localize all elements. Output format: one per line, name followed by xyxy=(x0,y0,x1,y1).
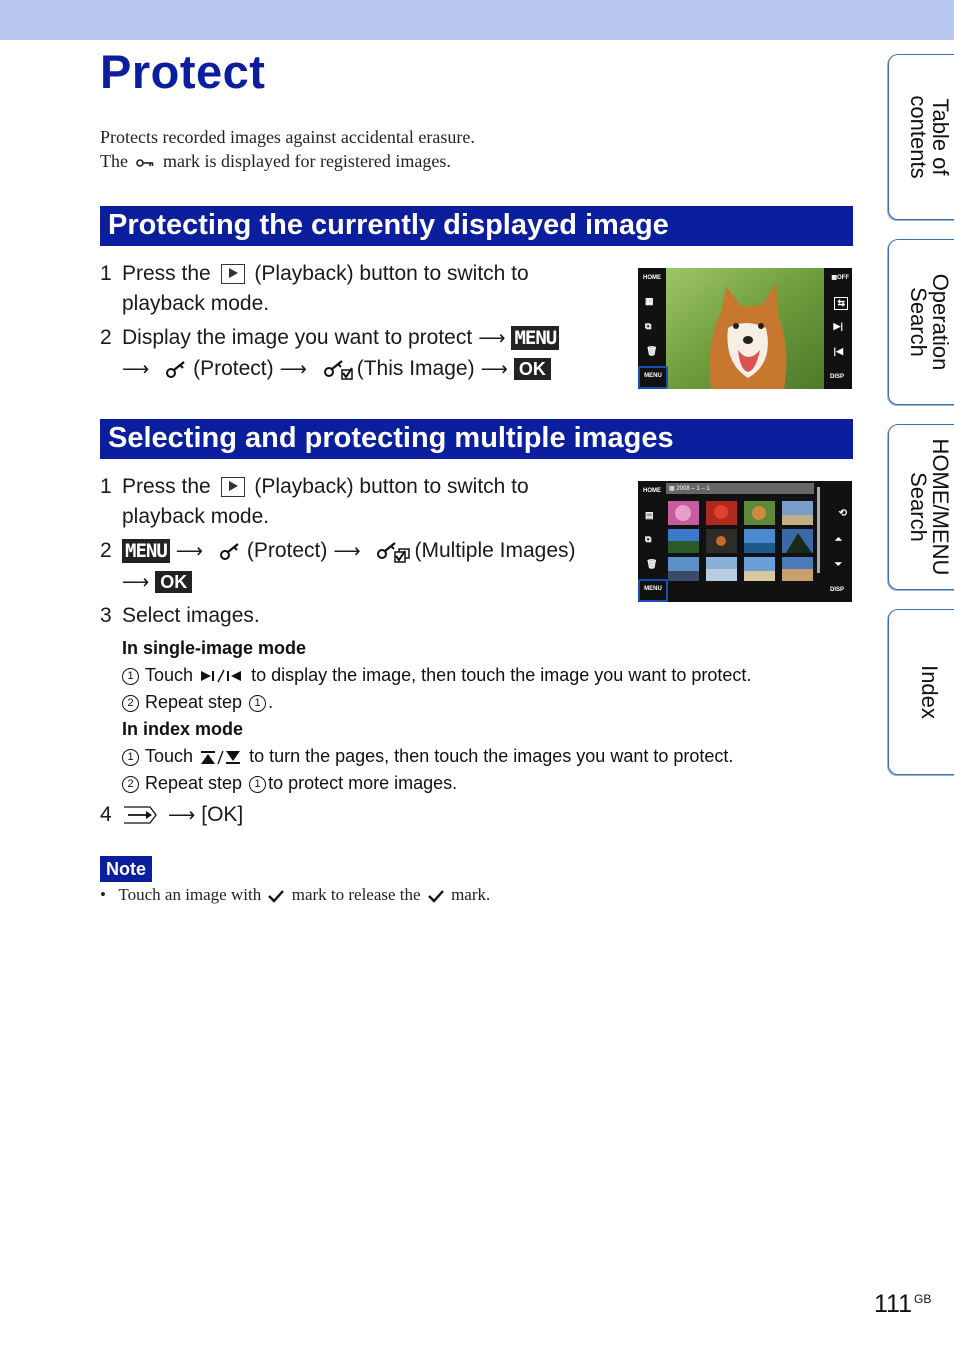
tab-label: Index xyxy=(916,665,942,719)
lcd-slideshow-icon: ⧉ xyxy=(645,534,652,544)
check-icon xyxy=(427,889,445,903)
step-number: 2 xyxy=(100,326,112,349)
step-text-pre: Press the xyxy=(122,475,211,498)
lcd-trash-icon: 🗑 xyxy=(646,559,658,569)
lcd-next-icon: ▶| xyxy=(833,321,843,331)
lcd-date: ▦ 2008 – 1 – 1 xyxy=(669,486,710,492)
step-text-line2: playback mode. xyxy=(122,505,270,528)
page-title: Protect xyxy=(100,45,266,98)
lcd-page-up-icon: ⏶ xyxy=(834,534,842,544)
single-mode-step-a xyxy=(122,662,751,688)
lcd-home: HOME xyxy=(643,275,661,281)
index-a-post: to turn the pages, then touch the images you want to protect. xyxy=(249,746,734,766)
single-b-pre: Repeat step xyxy=(145,692,243,712)
lcd-menu-button: MENU xyxy=(638,366,668,389)
lcd-scrollbar xyxy=(817,487,820,573)
dog-photo xyxy=(666,268,824,389)
arrow-icon: ⟶ xyxy=(175,541,204,562)
intro-line-2 xyxy=(100,149,475,173)
protect-icon xyxy=(219,541,243,561)
page-up-down-icon xyxy=(200,750,242,765)
next-prev-icon xyxy=(200,669,244,683)
lcd-off-label: OFF xyxy=(837,275,849,281)
s2-step-1 xyxy=(100,472,620,532)
arrow-icon: ⟶ xyxy=(478,328,506,349)
intro-line-2-pre: The xyxy=(100,151,128,171)
section-heading-current-image: Protecting the currently displayed image xyxy=(100,206,853,246)
page-number xyxy=(874,1290,931,1319)
key-icon xyxy=(136,158,154,168)
note-pre: Touch an image with xyxy=(118,885,262,904)
index-mode-step-a xyxy=(122,743,733,769)
menu-badge: MENU xyxy=(511,326,559,350)
multiple-images-icon xyxy=(376,539,410,563)
lcd-menu-button: MENU xyxy=(638,579,668,602)
circled-number: 2 xyxy=(122,695,139,712)
ok-badge: OK xyxy=(155,571,192,593)
page-number-value: 111 xyxy=(874,1290,913,1318)
protect-icon xyxy=(165,359,189,379)
lcd-slideshow-icon: ⧉ xyxy=(645,321,652,331)
index-b-post: to protect more images. xyxy=(268,773,458,793)
s2-step-2 xyxy=(100,536,620,598)
page-suffix: GB xyxy=(914,1292,932,1306)
arrow-icon: ⟶ xyxy=(122,572,150,593)
s2-step-4 xyxy=(100,800,620,830)
multiple-images-label: (Multiple Images) xyxy=(414,539,576,562)
lcd-date-bar xyxy=(666,483,814,494)
arrow-icon: ⟶ xyxy=(168,805,196,826)
protect-label: (Protect) xyxy=(193,357,274,380)
intro-line-1: Protects recorded images against accidental erasure. xyxy=(100,127,475,147)
arrow-icon: ⟶ xyxy=(480,359,508,380)
s1-step-1 xyxy=(100,259,620,319)
step-text-line2: playback mode. xyxy=(122,292,270,315)
menu-badge: MENU xyxy=(122,539,170,563)
lcd-date-text: 2008 – 1 – 1 xyxy=(676,486,710,492)
this-image-label: (This Image) xyxy=(356,357,475,380)
lcd-disp: DISP xyxy=(829,374,844,380)
step-number: 3 xyxy=(100,604,112,627)
step-text xyxy=(122,800,243,831)
s2-step-3 xyxy=(100,601,620,631)
single-a-post: to display the image, then touch the image you want to protect. xyxy=(251,665,752,685)
circled-number: 1 xyxy=(122,749,139,766)
protect-label: (Protect) xyxy=(246,539,328,562)
note-post: mark. xyxy=(451,885,491,904)
step-text-post: (Playback) button to switch to xyxy=(254,475,529,498)
circled-number: 2 xyxy=(122,776,139,793)
step-number: 4 xyxy=(100,803,112,826)
arrow-icon: ⟶ xyxy=(333,541,361,562)
step-number: 1 xyxy=(100,262,112,285)
s1-step-2 xyxy=(100,323,620,385)
lcd-rotate-icon: ⟲ xyxy=(838,508,847,519)
intro-text xyxy=(100,125,475,173)
thumbnail-grid xyxy=(666,499,818,583)
step-number: 1 xyxy=(100,475,112,498)
lcd-calendar-icon: ▤ xyxy=(645,510,654,520)
ok-badge: OK xyxy=(514,358,551,380)
arrow-icon: ⟶ xyxy=(122,359,150,380)
enter-icon xyxy=(122,804,158,826)
index-a-pre: Touch xyxy=(145,746,194,766)
tab-home-menu-search[interactable] xyxy=(888,424,954,590)
note-text xyxy=(100,885,490,905)
tab-index[interactable] xyxy=(888,609,954,775)
single-b-post: . xyxy=(268,692,274,712)
lcd-single-image xyxy=(638,268,852,389)
playback-icon xyxy=(221,477,245,497)
this-image-icon xyxy=(323,358,353,380)
step-text xyxy=(122,259,529,319)
lcd-trash-icon: 🗑 xyxy=(646,346,658,356)
note-mid: mark to release the xyxy=(291,885,421,904)
lcd-index-icon: ▦ xyxy=(645,296,654,306)
index-mode-heading: In index mode xyxy=(122,719,244,739)
intro-line-2-post: mark is displayed for registered images. xyxy=(162,151,451,171)
note-badge: Note xyxy=(100,856,152,882)
step-text-pre: Display the image you want to protect xyxy=(122,326,473,349)
step-text-pre: Press the xyxy=(122,262,211,285)
single-a-pre: Touch xyxy=(145,665,194,685)
tab-table-of-contents[interactable] xyxy=(888,54,954,220)
tab-label: Table of contents xyxy=(905,95,953,179)
top-band xyxy=(0,0,954,40)
lcd-rotate-icon: ⇆ xyxy=(834,297,848,310)
section-heading-multiple-images: Selecting and protecting multiple images xyxy=(100,419,853,459)
tab-label: HOME/MENU Search xyxy=(905,438,953,576)
index-b-pre: Repeat step xyxy=(145,773,243,793)
check-icon xyxy=(267,889,285,903)
step-text xyxy=(122,536,576,598)
index-mode-step-b xyxy=(122,770,457,796)
arrow-icon: ⟶ xyxy=(279,359,307,380)
single-mode-step-b xyxy=(122,689,273,715)
lcd-off: ▦OFF xyxy=(831,275,849,281)
playback-icon xyxy=(221,264,245,284)
circled-number-ref: 1 xyxy=(249,695,266,712)
lcd-home: HOME xyxy=(643,488,661,494)
lcd-prev-icon: |◀ xyxy=(833,346,843,356)
lcd-page-down-icon: ⏷ xyxy=(834,559,842,569)
lcd-index-view xyxy=(638,481,852,602)
step-text xyxy=(122,323,559,385)
step-text-post: (Playback) button to switch to xyxy=(254,262,529,285)
circled-number: 1 xyxy=(122,668,139,685)
ok-label: [OK] xyxy=(201,803,244,826)
step-number: 2 xyxy=(100,539,112,562)
lcd-disp: DISP xyxy=(829,587,844,593)
circled-number-ref: 1 xyxy=(249,776,266,793)
tab-label: Operation Search xyxy=(905,273,953,371)
single-mode-heading: In single-image mode xyxy=(122,638,307,658)
tab-operation-search[interactable] xyxy=(888,239,954,405)
step-text: Select images. xyxy=(122,604,260,627)
step-text xyxy=(122,472,529,532)
note-bullet: • xyxy=(100,885,106,904)
